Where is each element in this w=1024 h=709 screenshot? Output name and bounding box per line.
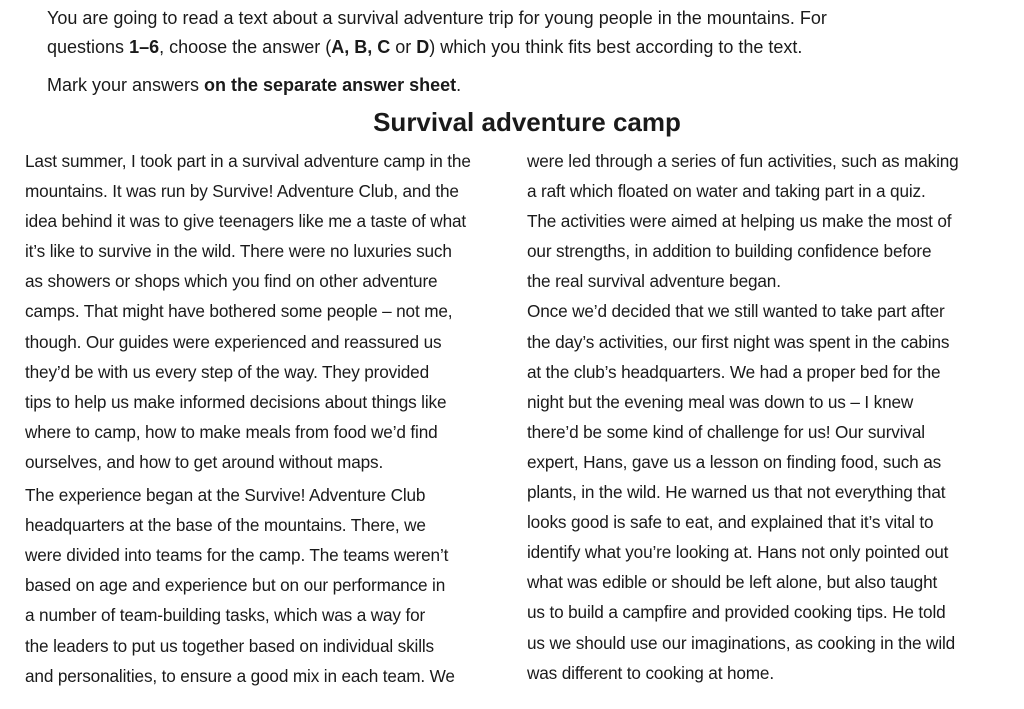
text-line: a raft which floated on water and taking part in a quiz. [527,181,926,202]
text-line: the real survival adventure began. [527,271,781,292]
paragraph [527,296,1017,687]
text-line: there’d be some kind of challenge for us! Our survival [527,421,925,442]
text-line: tips to help us make informed decisions about things like [25,391,447,412]
text-line: the day’s activities, our first night was spent in the cabins [527,331,950,352]
text-line: Last summer, I took part in a survival adventure camp in the [25,151,471,171]
text-line: idea behind it was to give teenagers like me a taste of what [25,211,467,232]
paragraph [25,146,520,477]
text-line: a number of team-building tasks, which was a way for [25,605,426,626]
text-line: were divided into teams for the camp. The teams weren’t [25,545,449,566]
answer-option-d: D [416,37,430,57]
text-line: the leaders to put us together based on individual skills [25,635,434,656]
article-title: Survival adventure camp [373,107,681,137]
left-column [25,146,520,691]
instructions [47,4,997,100]
text-line: Once we’d decided that we still wanted to take part after [527,301,945,322]
text-line: as showers or shops which you find on other adventure [25,271,438,292]
instructions-line-1: You are going to read a text about a survival adventure trip for young people in the mountains. For [47,8,827,28]
text-line: us to build a campfire and provided cooking tips. He told [527,602,946,623]
right-column [527,146,1017,688]
text-line: plants, in the wild. He warned us that not everything that [527,482,946,503]
text-line: was different to cooking at home. [527,662,774,683]
text-line: us we should use our imaginations, as cooking in the wild [527,632,956,653]
question-range: 1–6 [129,37,160,57]
answer-options: A, B, C [331,37,391,57]
text-line: it’s like to survive in the wild. There were no luxuries such [25,241,452,262]
text-line: though. Our guides were experienced and reassured us [25,331,442,352]
paragraph [527,146,1017,296]
text-line: looks good is safe to eat, and explained that it’s vital to [527,512,934,533]
instructions-line-2: questions 1–6, choose the answer (A, B, C or D) which you think fits best according to the text. [47,37,803,57]
text-line: identify what you’re looking at. Hans not only pointed out [527,542,949,563]
text-line: expert, Hans, gave us a lesson on finding food, such as [527,451,942,472]
text-line: were led through a series of fun activities, such as making [527,151,959,171]
text-line: what was edible or should be left alone, but also taught [527,572,938,593]
paragraph [25,480,520,691]
text-line: The activities were aimed at helping us make the most of [527,211,952,232]
text-line: and personalities, to ensure a good mix in each team. We [25,665,455,686]
answer-sheet-emphasis: on the separate answer sheet [204,75,457,95]
text-line: ourselves, and how to get around without maps. [25,451,384,472]
text-line: headquarters at the base of the mountains. There, we [25,515,426,536]
text-line: camps. That might have bothered some people – not me, [25,301,453,322]
text-line: based on age and experience but on our performance in [25,575,446,596]
text-line: night but the evening meal was down to us – I knew [527,391,914,412]
text-line: at the club’s headquarters. We had a proper bed for the [527,361,941,382]
answer-sheet-note: Mark your answers on the separate answer sheet. [47,75,462,95]
text-line: where to camp, how to make meals from food we’d find [25,421,438,442]
text-line: our strengths, in addition to building confidence before [527,241,932,262]
text-line: they’d be with us every step of the way. They provided [25,361,429,382]
text-line: mountains. It was run by Survive! Adventure Club, and the [25,181,459,202]
text-line: The experience began at the Survive! Adventure Club [25,485,426,506]
